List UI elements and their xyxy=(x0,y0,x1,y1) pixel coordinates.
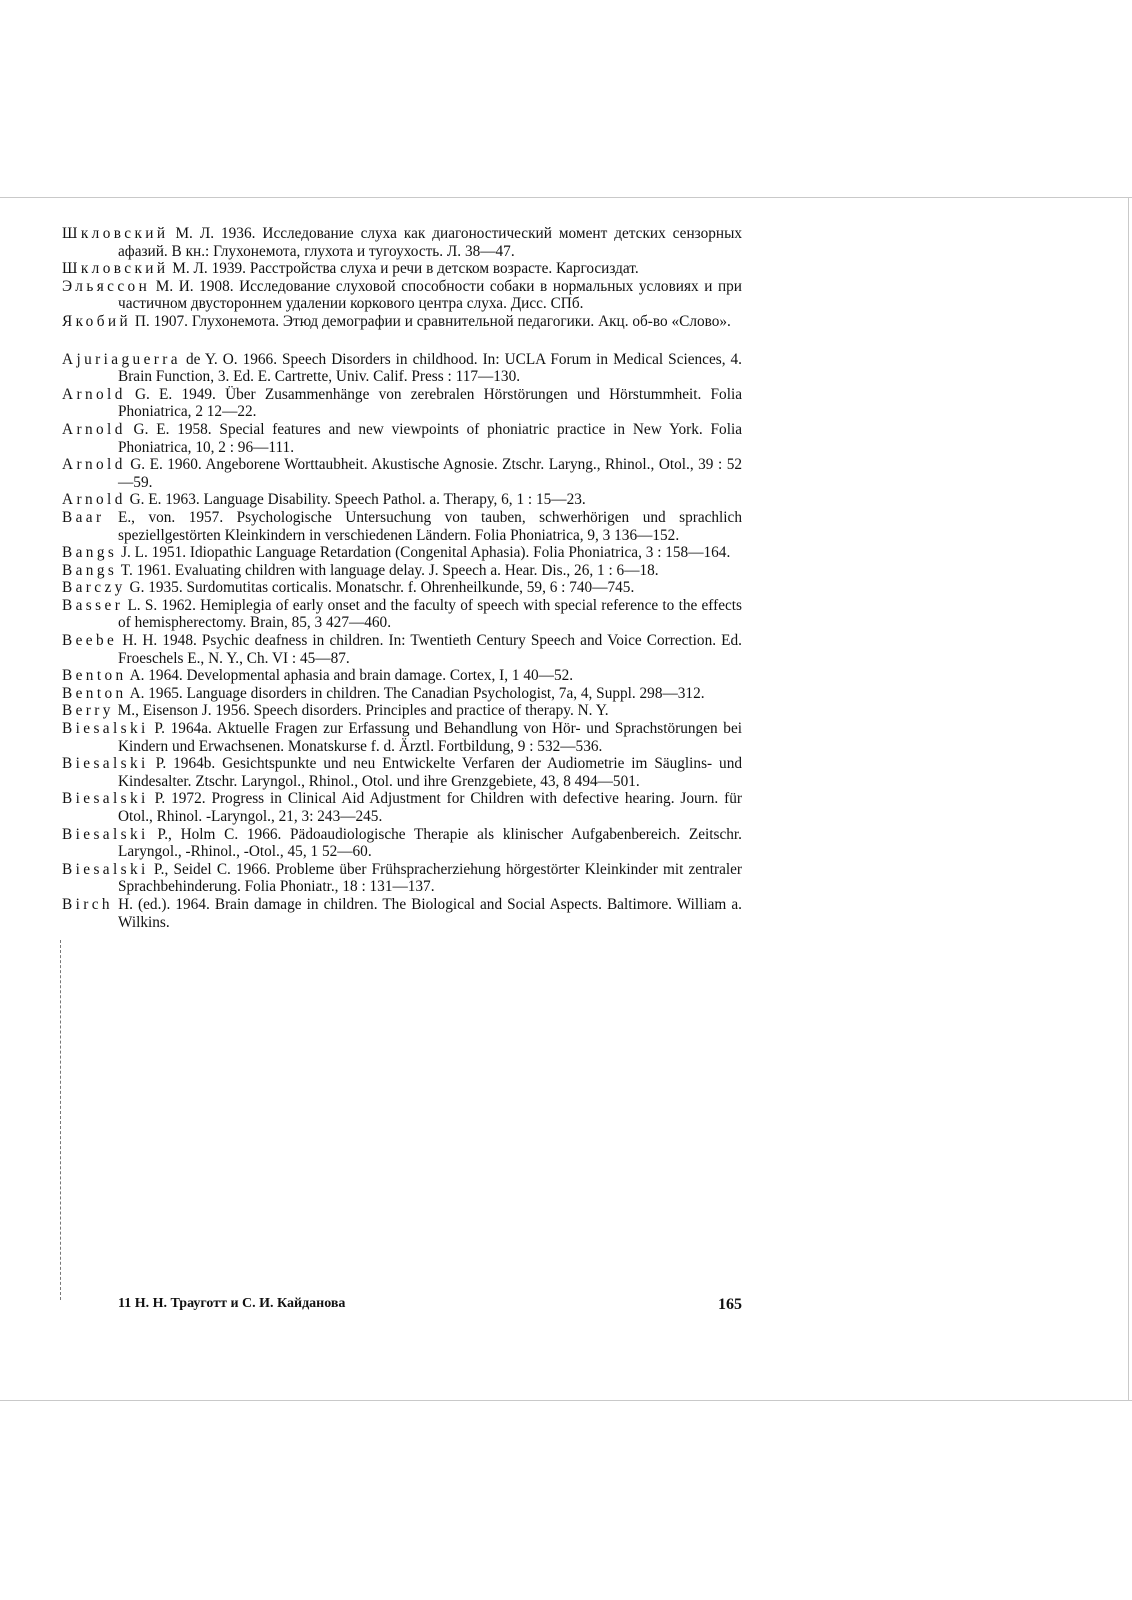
reference-text: T. 1961. Evaluating children with language delay. J. Speech a. Hear. Dis., 26, 1 : 6—18. xyxy=(117,561,659,579)
reference-author: Эльяссон xyxy=(62,277,151,295)
reference-entry xyxy=(62,491,742,509)
reference-entry xyxy=(62,386,742,421)
reference-author: Ajuriaguerra xyxy=(62,350,181,368)
reference-text: П. 1907. Глухонемота. Этюд демографии и сравнительной педагогики. Акц. об-во «Слово». xyxy=(131,312,731,330)
right-border-line xyxy=(1128,197,1129,1400)
reference-entry xyxy=(62,260,742,278)
reference-author: Bangs xyxy=(62,544,118,562)
reference-list xyxy=(62,225,742,931)
reference-entry xyxy=(62,456,742,491)
reference-entry xyxy=(62,685,742,703)
reference-author: Benton xyxy=(62,684,127,702)
reference-author: Якобий xyxy=(62,312,132,330)
signature-mark: 11 Н. Н. Трауготт и С. И. Кайданова xyxy=(118,1296,346,1311)
reference-author: Biesalski xyxy=(62,790,149,808)
reference-entry xyxy=(62,896,742,931)
reference-author: Arnold xyxy=(62,456,126,474)
reference-author: Шкловский xyxy=(62,225,169,242)
reference-author: Benton xyxy=(62,667,127,685)
reference-entry xyxy=(62,861,742,896)
reference-entry xyxy=(62,632,742,667)
reference-entry xyxy=(62,790,742,825)
reference-author: Bangs xyxy=(62,561,118,579)
reference-entry xyxy=(62,597,742,632)
reference-author: Biesalski xyxy=(62,825,149,843)
reference-text: P. 1972. Progress in Clinical Aid Adjustment for Children with defective hearing. Journ. für Otol., Rhinol. -Laryngol., 21, 3: 243—245. xyxy=(118,790,742,825)
reference-text: A. 1965. Language disorders in children. The Canadian Psychologist, 7a, 4, Suppl. 298—312. xyxy=(126,684,705,702)
reference-text: G. E. 1958. Special features and new viewpoints of phoniatric practice in New York. Folia Phoniatrica, 10, 2 : 96—111. xyxy=(118,420,742,456)
reference-entry xyxy=(62,225,742,260)
reference-text: М. Л. 1936. Исследование слуха как диагоностический момент детских сензорных афазий. В кн.: Глухонемота, глухота и тугоухость. Л. 38—47. xyxy=(118,225,742,260)
reference-text: G. E. 1949. Über Zusammenhänge von zerebralen Hörstörungen und Hörstummheit. Folia Phoniatrica, 2 12—22. xyxy=(118,385,742,421)
reference-author: Arnold xyxy=(62,491,126,509)
reference-entry xyxy=(62,755,742,790)
reference-entry xyxy=(62,667,742,685)
reference-text: G. 1935. Surdomutitas corticalis. Monatschr. f. Ohrenheilkunde, 59, 6 : 740—745. xyxy=(125,579,635,597)
reference-author: Arnold xyxy=(62,385,126,403)
reference-entry xyxy=(62,579,742,597)
reference-entry xyxy=(62,720,742,755)
reference-entry xyxy=(62,351,742,386)
reference-author: Basser xyxy=(62,596,124,614)
margin-binding-mark xyxy=(60,940,62,1300)
reference-author: Birch xyxy=(62,895,113,913)
reference-author: Arnold xyxy=(62,420,126,438)
reference-author: Beebe xyxy=(62,632,118,650)
section-gap xyxy=(62,331,742,351)
reference-entry xyxy=(62,544,742,562)
reference-author: Шкловский xyxy=(62,260,169,278)
reference-author: Barczy xyxy=(62,579,126,597)
reference-text: H. (ed.). 1964. Brain damage in children. The Biological and Social Aspects. Baltimore. William a. Wilkins. xyxy=(113,895,742,931)
reference-author: Biesalski xyxy=(62,860,149,878)
reference-author: Biesalski xyxy=(62,755,149,773)
reference-author: Berry xyxy=(62,702,114,720)
reference-author: Baar xyxy=(62,508,105,526)
page-number: 165 xyxy=(718,1296,742,1313)
reference-text: P., Seidel C. 1966. Probleme über Frühspracherziehung hörgestörter Kleinkinder mit zentraler Sprachbehinderung. Folia Phoniatr., 18 : 131—137. xyxy=(118,860,742,896)
reference-text: P., Holm C. 1966. Pädoaudiologische Therapie als klinischer Aufgabenbereich. Zeitschr. Laryngol., -Rhinol., -Otol., 45, 1 52—60. xyxy=(118,825,742,861)
reference-text: G. E. 1963. Language Disability. Speech Pathol. a. Therapy, 6, 1 : 15—23. xyxy=(125,491,586,509)
reference-text: G. E. 1960. Angeborene Worttaubheit. Akustische Agnosie. Ztschr. Laryng., Rhinol., Otol., 39 : 52—59. xyxy=(118,456,742,491)
reference-text: de Y. O. 1966. Speech Disorders in childhood. In: UCLA Forum in Medical Sciences, 4. Brain Function, 3. Ed. E. Cartrette, Univ. Calif. Press : 117—130. xyxy=(118,350,742,386)
reference-entry xyxy=(62,313,742,331)
top-border-line xyxy=(0,197,1132,198)
reference-entry xyxy=(62,702,742,720)
reference-entry xyxy=(62,826,742,861)
reference-entry xyxy=(62,278,742,313)
reference-author: Biesalski xyxy=(62,720,149,738)
reference-text: P. 1964a. Aktuelle Fragen zur Erfassung und Behandlung von Hör- und Sprachstörungen bei Kindern und Erwachsenen. Monatskurse f. d. Ärztl. Fortbildung, 9 : 532—536. xyxy=(118,720,742,755)
reference-entry xyxy=(62,509,742,544)
reference-text: М. И. 1908. Исследование слуховой способности собаки в нормальных условиях и при частичном двустороннем удалении коркового центра слуха. Дисс. СПб. xyxy=(118,277,742,313)
reference-text: M., Eisenson J. 1956. Speech disorders. Principles and practice of therapy. N. Y. xyxy=(113,702,609,720)
bottom-border-line xyxy=(0,1400,1132,1401)
reference-text: E., von. 1957. Psychologische Untersuchung von tauben, schwerhörigen und sprachlich speziellgestörten Kleinkindern in verschiedenen Ländern. Folia Phoniatrica, 9, 3 136—152. xyxy=(104,508,742,544)
reference-text: L. S. 1962. Hemiplegia of early onset and the faculty of speech with special reference to the effects of hemispherectomy. Brain, 85, 3 427—460. xyxy=(118,596,742,632)
reference-text: A. 1964. Developmental aphasia and brain damage. Cortex, I, 1 40—52. xyxy=(126,667,574,685)
reference-text: H. H. 1948. Psychic deafness in children. In: Twentieth Century Speech and Voice Correction. Ed. Froeschels E., N. Y., Ch. VI : 45—87. xyxy=(117,632,742,667)
page-footer xyxy=(62,1296,742,1314)
reference-text: J. L. 1951. Idiopathic Language Retardation (Congenital Aphasia). Folia Phoniatrica, 3 : 158—164. xyxy=(117,544,731,562)
reference-entry xyxy=(62,562,742,580)
reference-entry xyxy=(62,421,742,456)
reference-text: P. 1964b. Gesichtspunkte und neu Entwickelte Verfaren der Audiometrie im Säuglins- und Kindesalter. Ztschr. Laryngol., Rhinol., Otol. und ihre Grenzgebiete, 43, 8 494—501. xyxy=(118,755,742,790)
reference-text: М. Л. 1939. Расстройства слуха и речи в детском возрасте. Каргосиздат. xyxy=(168,260,639,278)
